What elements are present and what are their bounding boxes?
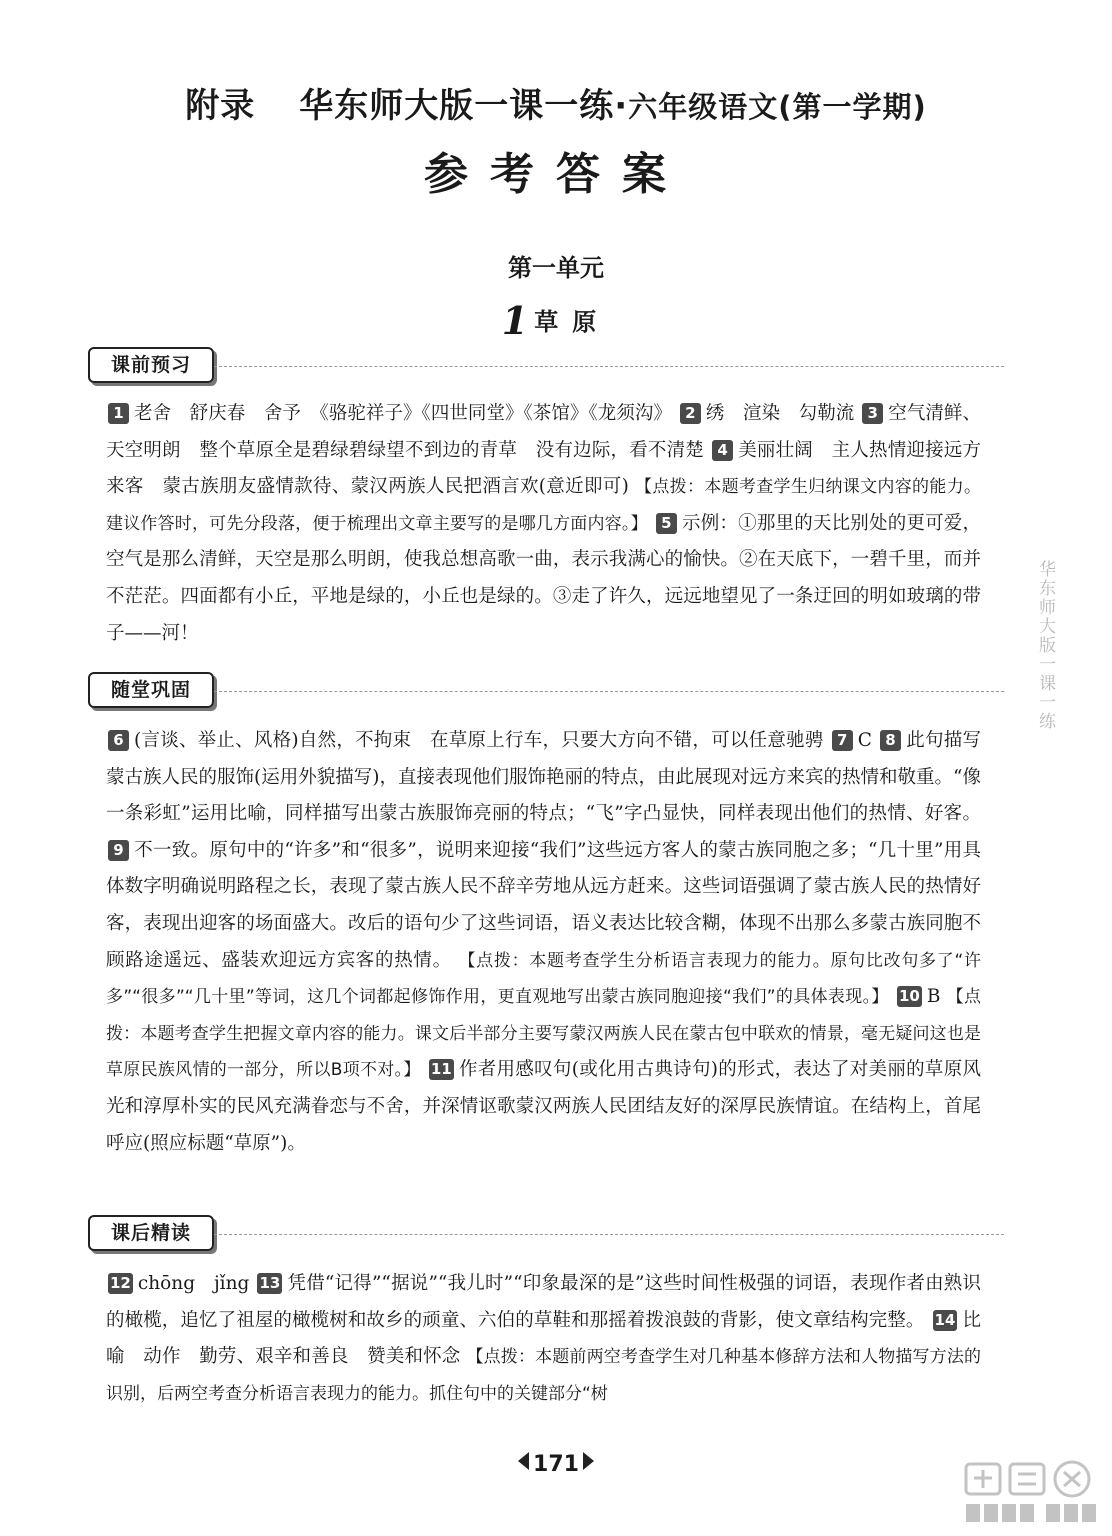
watermark-logo [960, 1458, 1100, 1530]
answer-number-badge: 3 [862, 403, 883, 424]
answer-text: 凭借“记得”“据说”“我儿时”“印象最深的是”这些时间性极强的词语，表现作者由熟识的橄榄，追忆了祖屋的橄榄树和故乡的顽童、六伯的草鞋和那摇着拨浪鼓的背影，使文章结构完整。 [106, 1273, 981, 1331]
section-label-reading: 课后精读 [88, 1215, 214, 1251]
tip-note: 【点拨：本题考查学生分析语言表现力的能力。原句比改句多了“许多”“很多”“几十里”等词，这几个词都起修饰作用，更直观地写出蒙古族同胞迎接“我们”的具体表现。】 [106, 950, 981, 1008]
book-header [0, 78, 1112, 127]
answer-text: 不一致。原句中的“许多”和“很多”，说明来迎接“我们”这些远方客人的蒙古族同胞之多；“几十里”用具体数字明确说明路程之长，表现了蒙古族人民不辞辛劳地从远方赶来。这些词语强调了蒙古族人民的热情好客，表现出迎客的场面盛大。改后的语句少了这些词语，语义表达比较含糊，体现不出那么多蒙古族同胞不顾路途遥远、盛装欢迎远方宾客的热情。 [106, 839, 981, 971]
lesson-title [0, 298, 1112, 343]
section-divider [214, 366, 1004, 367]
appendix-label: 附录 [185, 86, 256, 126]
answer-text: 此句描写蒙古族人民的服饰(运用外貌描写)，直接表现他们服饰艳丽的特点，由此展现对远方来宾的热情和敬重。“像一条彩虹”运用比喻，同样描写出蒙古族服饰亮丽的特点；“飞”字凸显快，同样表现出他们的热情、好客。 [106, 730, 981, 825]
answer-number-badge: 2 [680, 403, 701, 424]
tip-note: 【点拨：本题考查学生归纳课文内容的能力。建议作答时，可先分段落，便于梳理出文章主要写的是哪几方面内容。】 [106, 477, 982, 534]
section-divider [214, 691, 1004, 692]
page-number [0, 1452, 1112, 1477]
answer-number-badge: 11 [430, 1060, 452, 1079]
answer-number-badge: 14 [934, 1310, 956, 1329]
unit-title: 第一单元 [508, 254, 604, 282]
book-name: 华东师大版一课一练 [299, 86, 615, 126]
answer-text: 空气清鲜、天空明朗 整个草原全是碧绿碧绿望不到边的青草 没有边际，看不清楚 [106, 403, 981, 461]
tip-note: 【点拨：本题前两空考查学生对几种基本修辞方法和人物描写方法的识别，后两空考查分析语言表现力的能力。抓住句中的关键部分“树 [106, 1347, 981, 1404]
section-label-practice: 随堂巩固 [88, 672, 214, 708]
header-dot: · [614, 86, 629, 126]
answer-number-badge: 12 [110, 1274, 131, 1292]
answer-number-badge: 1 [108, 403, 129, 424]
page-number-value: 171 [533, 1452, 579, 1477]
section-practice-answers [106, 723, 981, 1162]
answer-text: 示例：①那里的天比别处的更可爱，空气是那么清鲜，天空是那么明朗，使我总想高歌一曲，表示我满心的愉快。②在天底下，一碧千里，而并不茫茫。四面都有小丘，平地是绿的，小丘也是绿的。③走了许久，远远地望见了一条迂回的明如玻璃的带子——河！ [106, 512, 981, 644]
section-divider [214, 1234, 1004, 1235]
answer-text: 美丽壮阔 主人热情迎接远方来客 蒙古族朋友盛情款待、蒙汉两族人民把酒言欢(意近即可) [106, 439, 981, 498]
answer-number-badge: 5 [656, 513, 677, 534]
answer-text: 比喻 动作 勤劳、艰辛和善良 赞美和怀念 [106, 1309, 981, 1368]
section-reading-answers [106, 1266, 981, 1412]
right-arrow-icon [583, 1452, 594, 1470]
answer-number-badge: 7 [832, 730, 853, 751]
tip-note: 【点拨：本题考查学生把握文章内容的能力。课文后半部分主要写蒙汉两族人民在蒙古包中联欢的情景，毫无疑问这也是草原民族风情的一部分，所以B项不对。】 [106, 987, 981, 1081]
answer-text: (言谈、举止、风格)自然，不拘束 在草原上行车，只要大方向不错，可以任意驰骋 [134, 730, 824, 751]
answer-number-badge: 6 [108, 730, 129, 751]
answer-number-badge: 10 [898, 987, 920, 1006]
lesson-name: 草原 [534, 308, 611, 336]
section-preview-answers [106, 396, 981, 652]
side-margin-text: 华东师大版一课一练 [1035, 560, 1055, 731]
page-title: 参考答案 [424, 149, 688, 200]
answer-text: B [926, 986, 941, 1008]
answer-text: 作者用感叹句(或化用古典诗句)的形式，表达了对美丽的草原风光和淳厚朴实的民风充满眷恋与不舍，并深情讴歌蒙汉两族人民团结友好的深厚民族情谊。在结构上，首尾呼应(照应标题“草原”)。 [106, 1059, 981, 1154]
answer-number-badge: 4 [712, 440, 733, 461]
answer-number-badge: 8 [880, 730, 901, 751]
answer-number-badge: 13 [259, 1274, 281, 1292]
left-arrow-icon [518, 1452, 529, 1470]
section-label-preview: 课前预习 [88, 347, 214, 383]
answer-text: C [857, 730, 872, 751]
lesson-number: 1 [501, 298, 529, 343]
answer-text: 老舍 舒庆春 舍予 《骆驼祥子》《四世同堂》《茶馆》《龙须沟》 [134, 403, 672, 424]
answer-number-badge: 9 [108, 840, 129, 861]
answer-text: chōng jǐng [137, 1273, 250, 1294]
answer-text: 绣 渲染 勾勒流 [705, 403, 855, 424]
grade-label: 六年级语文(第一学期) [628, 90, 927, 124]
